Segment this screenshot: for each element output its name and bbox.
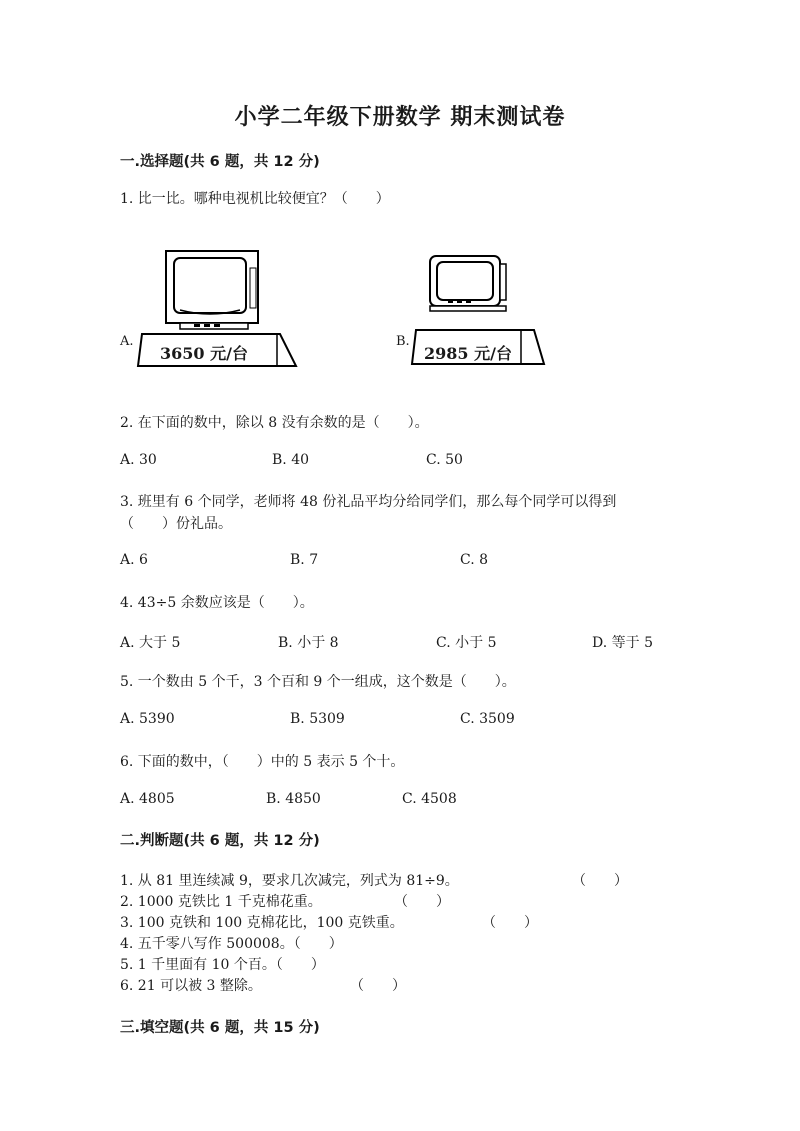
q4-option-d: D. 等于 5 bbox=[592, 635, 653, 651]
q2-option-c: C. 50 bbox=[426, 452, 463, 468]
option-a-label: A. bbox=[120, 334, 134, 349]
q6-option-c: C. 4508 bbox=[402, 791, 457, 807]
q6-option-a: A. 4805 bbox=[120, 791, 175, 807]
q4-option-b: B. 小于 8 bbox=[278, 635, 339, 651]
judge-item-1: 1. 从 81 里连续减 9，要求几次减完，列式为 81÷9。 bbox=[120, 873, 459, 889]
option-b-label: B. bbox=[396, 334, 410, 349]
question-1: 1. 比一比。哪种电视机比较便宜？（ ） bbox=[120, 191, 390, 207]
q5-option-a: A. 5390 bbox=[120, 711, 175, 727]
question-2: 2. 在下面的数中，除以 8 没有余数的是（ ）。 bbox=[120, 415, 429, 431]
judge-item-2-paren: （ ） bbox=[394, 894, 450, 910]
q4-option-c: C. 小于 5 bbox=[436, 635, 497, 651]
question-6: 6. 下面的数中，（ ）中的 5 表示 5 个十。 bbox=[120, 754, 405, 770]
section-heading-choice: 一.选择题(共 6 题，共 12 分) bbox=[120, 154, 320, 170]
tv-b-price: 2985 元/台 bbox=[424, 344, 512, 363]
question-3-line-2: （ ）份礼品。 bbox=[120, 516, 232, 532]
page-title: 小学二年级下册数学 期末测试卷 bbox=[234, 105, 566, 130]
question-4: 4. 43÷5 余数应该是（ ）。 bbox=[120, 595, 314, 611]
section-heading-judge: 二.判断题(共 6 题，共 12 分) bbox=[120, 833, 320, 849]
question-5: 5. 一个数由 5 个千，3 个百和 9 个一组成，这个数是（ ）。 bbox=[120, 674, 516, 690]
judge-item-3-paren: （ ） bbox=[482, 915, 538, 931]
q3-option-a: A. 6 bbox=[120, 552, 148, 568]
q2-option-b: B. 40 bbox=[272, 452, 310, 468]
judge-item-4: 4. 五千零八写作 500008。（ ） bbox=[120, 936, 343, 952]
tv-a-price: 3650 元/台 bbox=[160, 344, 248, 363]
q3-option-c: C. 8 bbox=[460, 552, 489, 568]
judge-item-6-paren: （ ） bbox=[350, 978, 406, 994]
section-heading-fill: 三.填空题(共 6 题，共 15 分) bbox=[120, 1020, 320, 1036]
q2-option-a: A. 30 bbox=[120, 452, 157, 468]
judge-item-5: 5. 1 千里面有 10 个百。（ ） bbox=[120, 957, 325, 973]
question-3-line-1: 3. 班里有 6 个同学，老师将 48 份礼品平均分给同学们，那么每个同学可以得到 bbox=[120, 494, 617, 510]
judge-item-2: 2. 1000 克铁比 1 千克棉花重。 bbox=[120, 894, 322, 910]
judge-item-1-paren: （ ） bbox=[572, 873, 628, 889]
q5-option-c: C. 3509 bbox=[460, 711, 515, 727]
judge-item-6: 6. 21 可以被 3 整除。 bbox=[120, 978, 262, 994]
q5-option-b: B. 5309 bbox=[290, 711, 345, 727]
q3-option-b: B. 7 bbox=[290, 552, 319, 568]
judge-item-3: 3. 100 克铁和 100 克棉花比，100 克铁重。 bbox=[120, 915, 404, 931]
q6-option-b: B. 4850 bbox=[266, 791, 321, 807]
q4-option-a: A. 大于 5 bbox=[120, 635, 181, 651]
